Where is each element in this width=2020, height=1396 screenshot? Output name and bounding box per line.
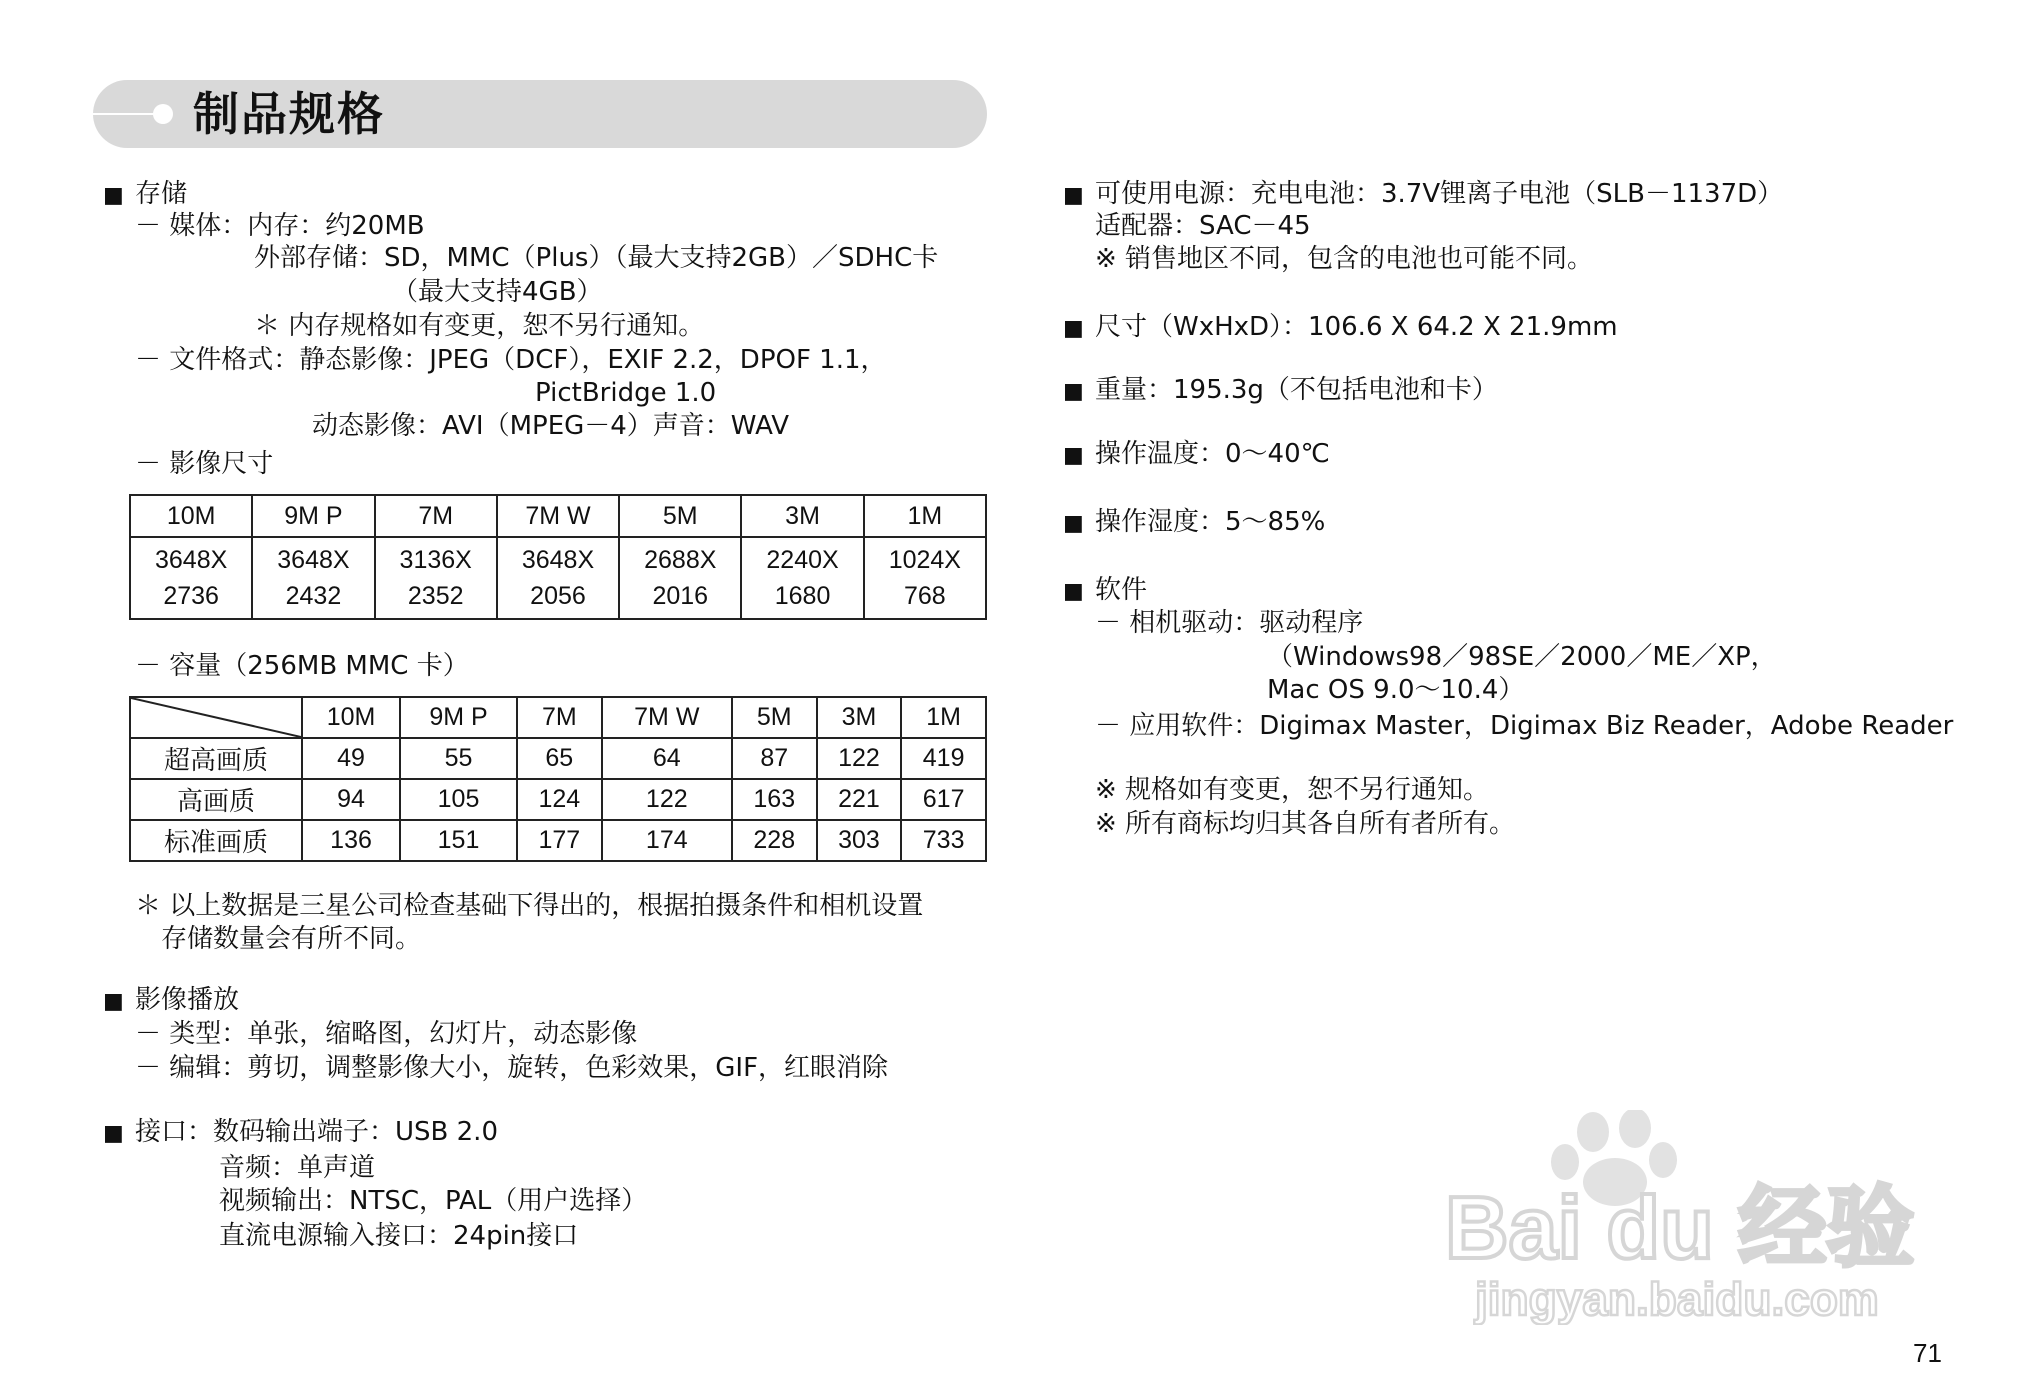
capacity-cell: 151 [400, 820, 517, 861]
external-storage-line-2: （最大支持4GB） [392, 277, 603, 307]
capacity-header-cell: 10M [302, 697, 400, 738]
size-value-cell: 1024X 768 [864, 537, 986, 619]
capacity-cell: 177 [517, 820, 602, 861]
capacity-cell: 124 [517, 779, 602, 820]
size-value-cell: 3648X 2736 [130, 537, 252, 619]
disclaimer-line: ＊ 以上数据是三星公司检查基础下得出的，根据拍摄条件和相机设置 [135, 891, 924, 921]
watermark-brand: Bai du 经验 [1445, 1178, 1915, 1277]
size-value-cell: 3136X 2352 [375, 537, 497, 619]
capacity-cell: 65 [517, 738, 602, 779]
capacity-header-cell: 9M P [400, 697, 517, 738]
image-size-label: － 影像尺寸 [135, 449, 274, 479]
capacity-cell: 174 [602, 820, 732, 861]
size-header-cell: 5M [619, 495, 741, 537]
dimensions-line: ■ 尺寸（WxHxD）：106.6 X 64.2 X 21.9mm [1063, 311, 1618, 345]
corner-cell [130, 697, 302, 738]
software-heading: ■ 软件 [1063, 574, 1147, 608]
interface-heading: ■ 接口：数码输出端子：USB 2.0 [103, 1116, 498, 1150]
capacity-cell: 94 [302, 779, 400, 820]
baidu-watermark [1445, 1110, 1925, 1325]
capacity-header-cell: 7M W [602, 697, 732, 738]
power-heading: ■ 可使用电源：充电电池：3.7V锂离子电池（SLB－1137D） [1063, 178, 1783, 212]
size-value-cell: 3648X 2432 [252, 537, 374, 619]
temperature-line: ■ 操作温度：0～40℃ [1063, 438, 1330, 472]
file-format-line: － 文件格式：静态影像：JPEG（DCF），EXIF 2.2，DPOF 1.1， [135, 345, 887, 375]
playback-heading: ■ 影像播放 [103, 984, 239, 1018]
capacity-cell: 228 [732, 820, 817, 861]
spec-change-note: ※ 规格如有变更，恕不另行通知。 [1095, 775, 1490, 805]
banner-dot [153, 104, 173, 124]
capacity-header-cell: 5M [732, 697, 817, 738]
capacity-cell: 733 [901, 820, 986, 861]
media-line: － 媒体：内存：约20MB [135, 211, 425, 241]
image-size-table [129, 494, 987, 620]
audio-line: 音频：单声道 [219, 1153, 376, 1183]
watermark-url: jingyan.baidu.com [1475, 1273, 1879, 1325]
adapter-line: 适配器：SAC－45 [1095, 211, 1311, 241]
dc-input-line: 直流电源输入接口：24pin接口 [219, 1221, 579, 1251]
capacity-cell: 87 [732, 738, 817, 779]
video-line: 视频输出：NTSC，PAL（用户选择） [219, 1186, 648, 1216]
capacity-cell: 55 [400, 738, 517, 779]
capacity-table [129, 696, 987, 862]
capacity-row-superfine [130, 738, 986, 779]
file-format-line-2: PictBridge 1.0 [535, 378, 717, 408]
capacity-label: － 容量（256MB MMC 卡） [135, 651, 469, 681]
header-banner [93, 80, 987, 148]
capacity-header-cell: 7M [517, 697, 602, 738]
size-value-cell: 3648X 2056 [497, 537, 619, 619]
size-header-cell: 7M [375, 495, 497, 537]
row-label: 高画质 [130, 779, 302, 820]
external-storage-line: 外部存储：SD，MMC（Plus）（最大支持2GB）／SDHC卡 [254, 243, 939, 273]
size-header-cell: 9M P [252, 495, 374, 537]
capacity-cell: 122 [602, 779, 732, 820]
size-table-value-row [130, 537, 986, 619]
trademark-note: ※ 所有商标均归其各自所有者所有。 [1095, 809, 1516, 839]
file-format-line-3: 动态影像：AVI（MPEG－4）声音：WAV [312, 411, 790, 441]
corner-diagonal [131, 698, 301, 737]
application-line: － 应用软件：Digimax Master，Digimax Biz Reader，Adobe Reader [1095, 711, 1954, 741]
capacity-cell: 419 [901, 738, 986, 779]
capacity-header-cell: 1M [901, 697, 986, 738]
capacity-cell: 163 [732, 779, 817, 820]
capacity-cell: 64 [602, 738, 732, 779]
capacity-cell: 105 [400, 779, 517, 820]
driver-line: － 相机驱动：驱动程序 [1095, 608, 1364, 638]
weight-line: ■ 重量：195.3g（不包括电池和卡） [1063, 374, 1498, 408]
disclaimer-line-2: 存储数量会有所不同。 [161, 924, 422, 954]
size-value-cell: 2688X 2016 [619, 537, 741, 619]
battery-note: ※ 销售地区不同，包含的电池也可能不同。 [1095, 244, 1594, 274]
size-header-cell: 7M W [497, 495, 619, 537]
capacity-cell: 136 [302, 820, 400, 861]
capacity-cell: 122 [817, 738, 902, 779]
capacity-cell: 303 [817, 820, 902, 861]
capacity-header-row [130, 697, 986, 738]
page-number: 71 [1913, 1338, 1942, 1368]
paw-icon [1445, 1110, 1925, 1325]
size-table-header-row [130, 495, 986, 537]
size-header-cell: 1M [864, 495, 986, 537]
page-title: 制品规格 [193, 87, 385, 141]
capacity-cell: 49 [302, 738, 400, 779]
size-value-cell: 2240X 1680 [741, 537, 863, 619]
memory-note: ＊ 内存规格如有变更，恕不另行通知。 [254, 311, 705, 341]
playback-edit-line: － 编辑：剪切，调整影像大小，旋转，色彩效果，GIF，红眼消除 [135, 1053, 889, 1083]
driver-line-2: （Windows98／98SE／2000／ME／XP， [1267, 642, 1777, 672]
capacity-cell: 617 [901, 779, 986, 820]
capacity-header-cell: 3M [817, 697, 902, 738]
size-header-cell: 3M [741, 495, 863, 537]
capacity-cell: 221 [817, 779, 902, 820]
humidity-line: ■ 操作湿度：5～85% [1063, 506, 1325, 540]
size-header-cell: 10M [130, 495, 252, 537]
row-label: 超高画质 [130, 738, 302, 779]
storage-heading: ■ 存储 [103, 178, 187, 212]
capacity-row-fine [130, 779, 986, 820]
capacity-row-normal [130, 820, 986, 861]
row-label: 标准画质 [130, 820, 302, 861]
playback-type-line: － 类型：单张，缩略图，幻灯片，动态影像 [135, 1019, 638, 1049]
driver-line-3: Mac OS 9.0～10.4） [1267, 675, 1525, 705]
